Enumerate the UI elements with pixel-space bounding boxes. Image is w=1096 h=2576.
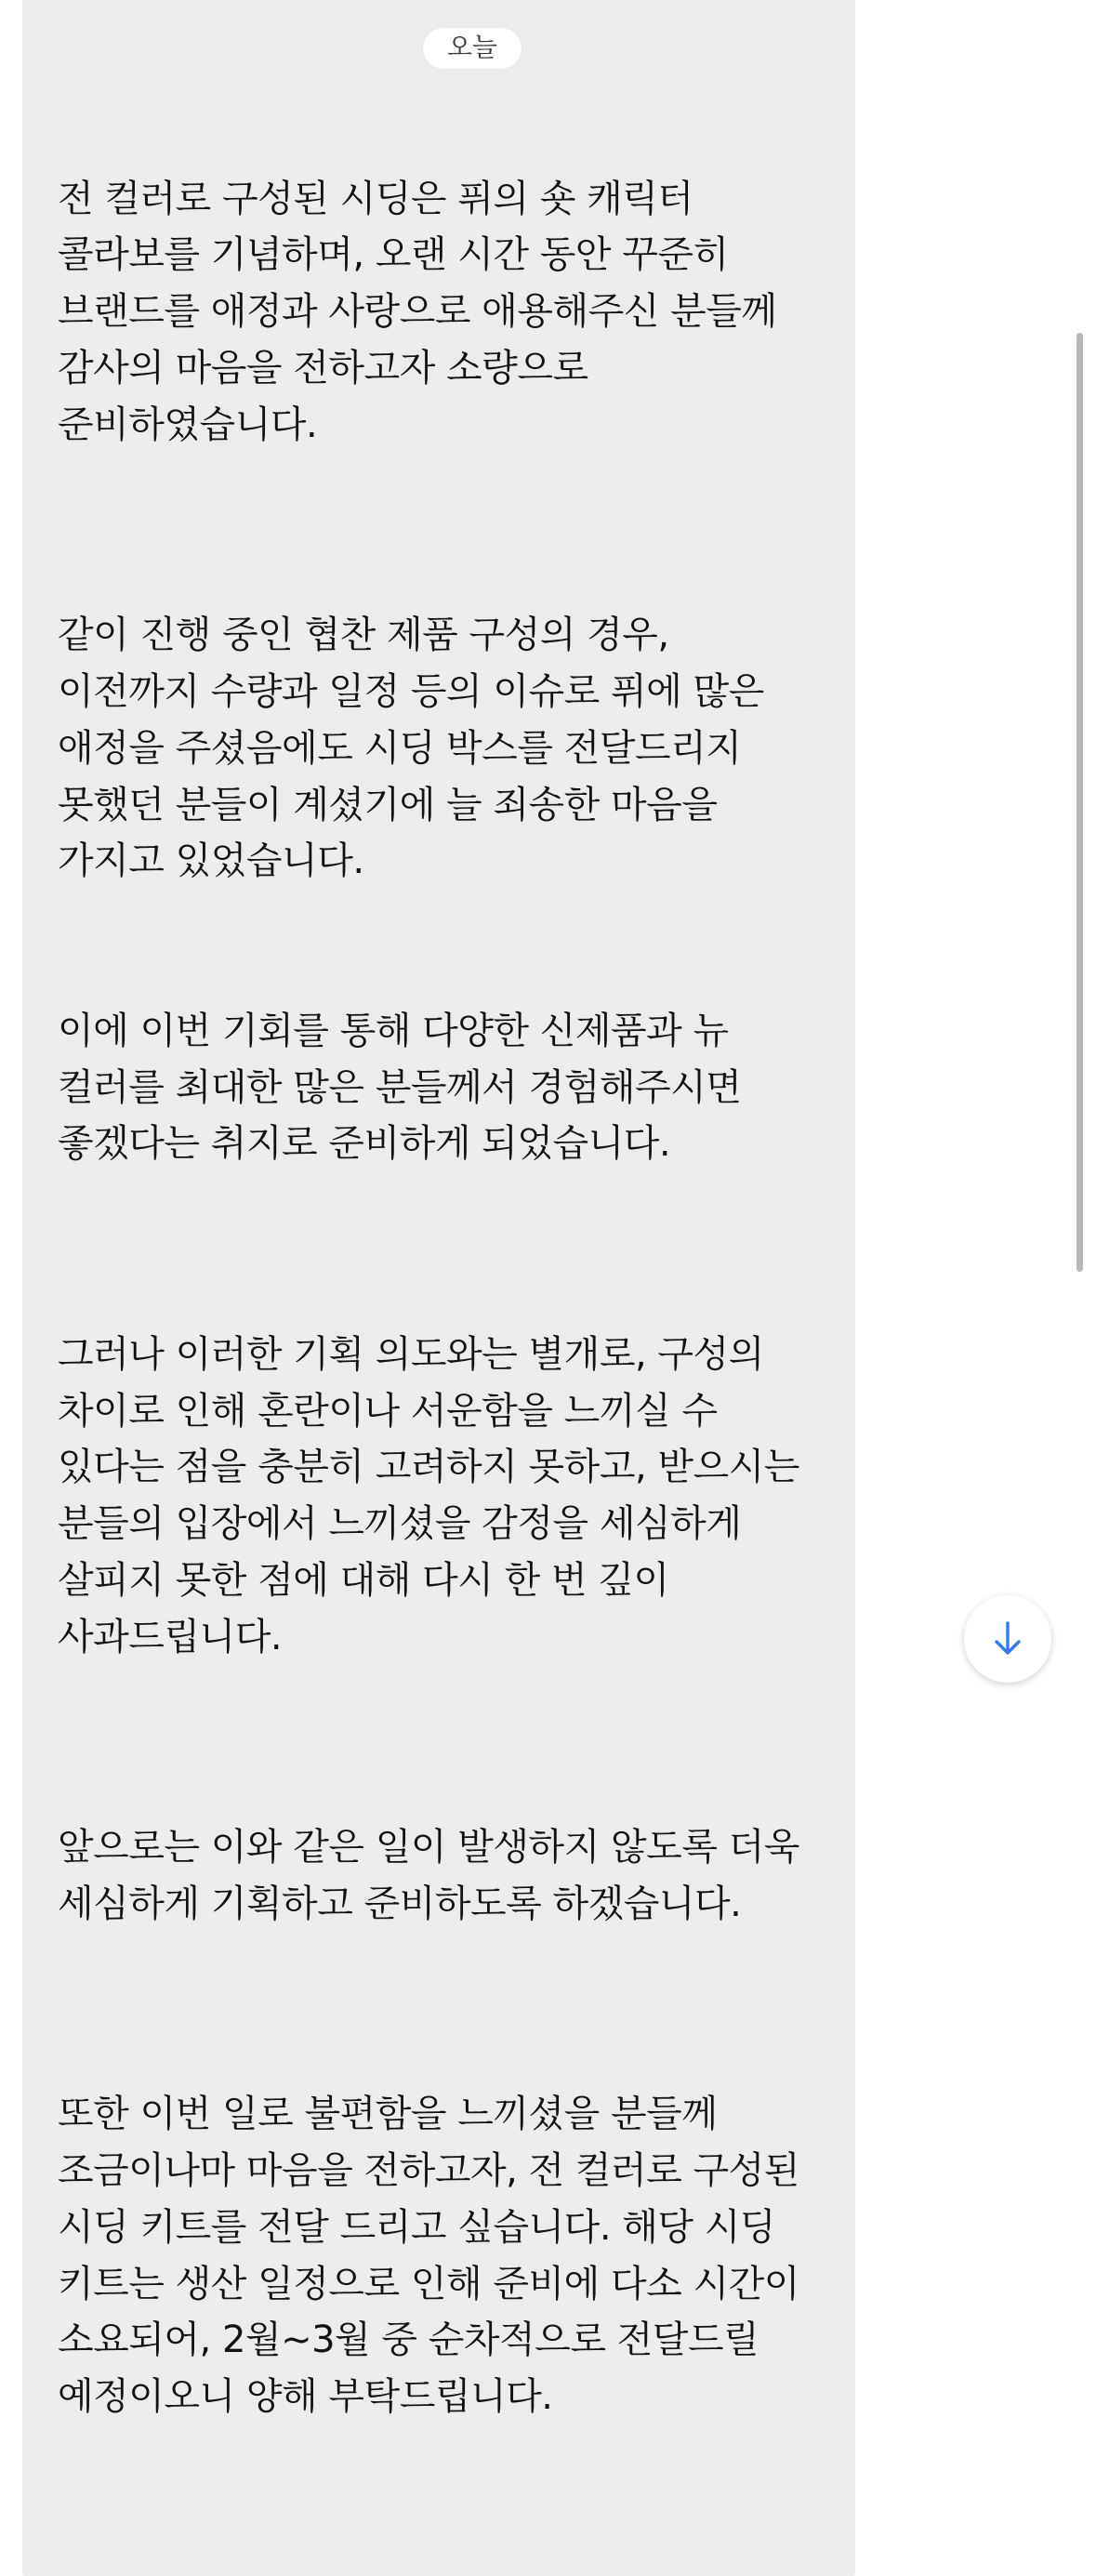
scrollbar-thumb[interactable] <box>1076 333 1083 1272</box>
message-bubble <box>22 0 855 2576</box>
message-paragraph: 그러나 이러한 기획 의도와는 별개로, 구성의 차이로 인해 혼란이나 서운함을 느끼실 수 있다는 점을 충분히 고려하지 못하고, 받으시는 분들의 입장에서 느끼셨을 감정을 세심하게 살피지 못한 점에 대해 다시 한 번 깊이 사과드립니다. <box>58 1332 812 1658</box>
message-paragraph: 같이 진행 중인 협찬 제품 구성의 경우, 이전까지 수량과 일정 등의 이슈로 퓌에 많은 애정을 주셨음에도 시딩 박스를 전달드리지 못했던 분들이 계셨기에 늘 죄송한 마음을 가지고 있었습니다. <box>58 614 776 883</box>
scrollbar-track[interactable] <box>1081 0 1090 1727</box>
message-paragraph: 또한 이번 일로 불편함을 느끼셨을 분들께 조금이나마 마음을 전하고자, 전 컬러로 구성된 시딩 키트를 전달 드리고 싶습니다. 해당 시딩 키트는 생산 일정으로 인해 준비에 다소 시간이 소요되어, 2월~3월 중 순차적으로 전달드릴 예정이오니 양해 부탁드립니다. <box>58 2093 812 2419</box>
scroll-to-bottom-button[interactable] <box>964 1595 1051 1683</box>
message-paragraph: 전 컬러로 구성된 시딩은 퓌의 숏 캐릭터 콜라보를 기념하며, 오랜 시간 동안 꾸준히 브랜드를 애정과 사랑으로 애용해주신 분들께 감사의 마음을 전하고자 소량으로 준비하였습니다. <box>58 177 788 446</box>
message-paragraph: 이에 이번 기회를 통해 다양한 신제품과 뉴 컬러를 최대한 많은 분들께서 경험해주시면 좋겠다는 취지로 준비하게 되었습니다. <box>58 1009 753 1166</box>
arrow-down-icon <box>989 1618 1026 1659</box>
date-separator-chip: 오늘 <box>423 28 522 69</box>
message-text <box>58 58 812 2539</box>
message-paragraph: 앞으로는 이와 같은 일이 발생하지 않도록 더욱 세심하게 기획하고 준비하도록 하겠습니다. <box>58 1826 812 1925</box>
